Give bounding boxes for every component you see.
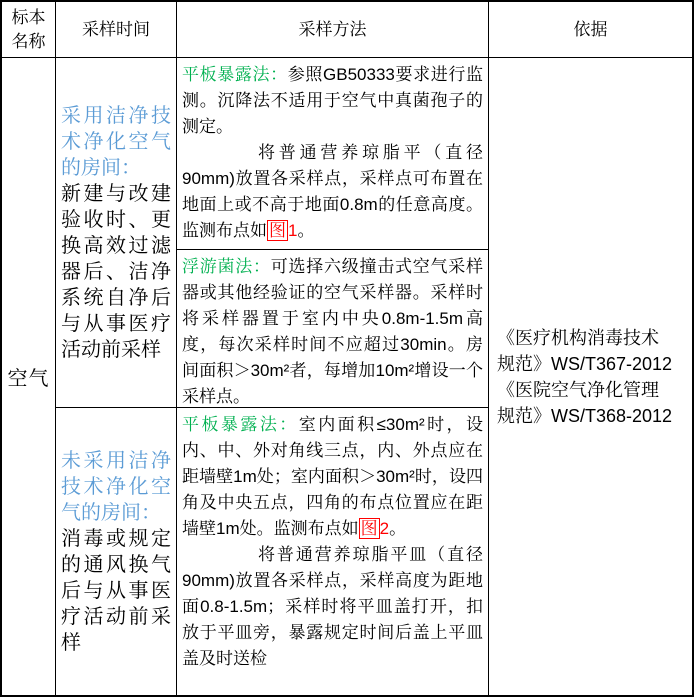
basis-line: 《医疗机构消毒技术: [497, 327, 659, 348]
paragraph: [61, 526, 171, 656]
text-segment: 将普通营养琼脂平（直径90mm)放置各采样点，采样点可布置在地面上或不高于地面0.8m的任意高度。监测布点如: [182, 143, 483, 240]
header-basis-label: 依据: [573, 19, 608, 39]
text-segment: 可选择六级撞击式空气采样器或其他经验证的空气采样器。采样时将采样器置于室内中央0.8m-1.5m高度，每次采样时间不应超过30min。房间面积＞30m²者，每增加10m²增设一个采样点。: [182, 257, 483, 406]
text-segment: 室内面积≤30m²时，设内、中、外对角线三点，内、外点应在距墙壁1m处；室内面积＞30m²时，设四角及中央五点，四角的布点位置应在距墙壁1m处。监测布点如: [182, 415, 484, 538]
header-sampling-method-label: 采样方法: [298, 19, 367, 39]
method-cell-plate-exposure-clean: [177, 58, 488, 249]
text-segment: 新建与改建验收时、更换高效过滤器后、洁净系统自净后与从事医疗活动前采样: [61, 182, 171, 361]
label-green-segment: 浮游菌法：: [182, 257, 271, 276]
paragraph: [61, 181, 171, 363]
label-blue-segment: 未采用洁净技术净化空气的房间：: [61, 449, 171, 524]
specimen-label: 空气: [7, 368, 50, 390]
paragraph: [182, 140, 483, 244]
text-segment: 消毒或规定的通风换气后与从事医疗活动前采样: [61, 527, 171, 654]
paragraph: [182, 542, 483, 672]
paragraph: [182, 412, 483, 542]
header-basis: [489, 2, 692, 57]
basis-line: 《医院空气净化管理: [497, 379, 659, 400]
paragraph: [61, 448, 171, 526]
header-specimen-name: [2, 2, 55, 57]
label-green-segment: 平板暴露法：: [182, 415, 299, 434]
header-sampling-time: [56, 2, 176, 57]
fig-box-ref[interactable]: 图: [269, 221, 286, 240]
text-segment: 将普通营养琼脂平皿（直径90mm)放置各采样点，采样高度为距地面0.8-1.5m；采样时将平皿盖打开，扣放于平皿旁，暴露规定时间后盖上平皿盖及时送检: [182, 545, 483, 668]
fig-num-ref[interactable]: 2: [379, 519, 390, 538]
label-blue-segment: 采用洁净技术净化空气的房间：: [61, 104, 171, 179]
header-sampling-time-label: 采样时间: [82, 19, 150, 39]
fig-num-ref[interactable]: 1: [288, 221, 298, 240]
text-segment: 参照GB50333要求进行监测。沉降法不适用于空气中真菌孢子的测定。: [182, 65, 483, 136]
label-green-segment: 平板暴露法：: [182, 65, 288, 84]
basis-line: 规范》WS/T367-2012: [497, 353, 673, 374]
text-segment: 。: [389, 519, 407, 538]
basis-line: 规范》WS/T368-2012: [497, 405, 673, 426]
paragraph: [182, 62, 483, 140]
fig-box-ref[interactable]: 图: [360, 519, 378, 538]
method-cell-airborne-bacteria: [177, 250, 488, 407]
paragraph: [61, 103, 171, 181]
specimen-cell-air: [2, 58, 55, 695]
method-cell-plate-exposure-nonclean: [177, 408, 488, 695]
text-segment: 。: [297, 221, 315, 240]
time-cell-clean-tech-rooms: [56, 58, 176, 407]
header-specimen-label: 标本名称: [11, 7, 46, 51]
paragraph: [182, 254, 483, 407]
header-sampling-method: [177, 2, 488, 57]
time-cell-non-clean-tech-rooms: [56, 408, 176, 695]
basis-cell: [489, 58, 692, 695]
